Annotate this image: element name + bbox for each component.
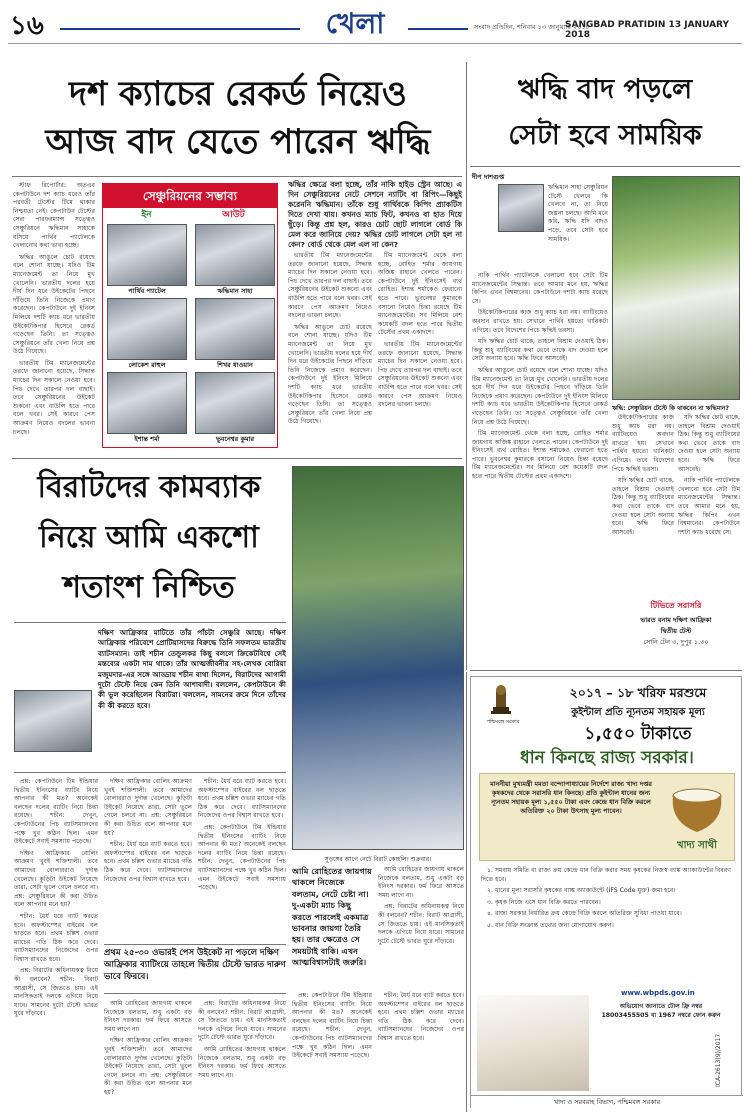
side-bottom-rule	[470, 670, 742, 671]
page-number: ১৬	[10, 11, 44, 41]
probables-out-label: আউট	[222, 210, 245, 220]
ad-rule-5: ৫. ধান বিক্রি সংক্রান্ত তথ্যের জন্য যোগাযোগ করুন।	[487, 921, 614, 929]
lead-headline	[12, 72, 464, 164]
ad-footer: খাদ্য ও সরবরাহ বিভাগ, পশ্চিমবঙ্গ সরকার	[471, 1095, 743, 1109]
virat-qa-col4	[104, 1000, 192, 1108]
virat-col-bottom-1	[292, 992, 372, 1108]
virat-photo-caption: সুড়ঙ্গের আগে নেটে বিরাট কোহলি। শুক্রবার।	[324, 856, 432, 863]
side-author-photo	[498, 184, 544, 232]
ad-rule-3: ৩. কৃষক নিজে এসে ধান বিক্রি করতে পারবেন।	[487, 898, 601, 906]
side-col1-para5: টিম ম্যানেজমেন্ট থেকে বলা হচ্ছে, রোহিত শর্মার জায়গায় অজিঙ্ক রাহানে খেলতে পারেন। কেপটাউনে দুই ইনিংসেই ব্যর্থ রোহিত। ইশান্ত শর্মাকেও ফেরানো হতে পারে। ভুবনেশ্বর কুমারকে বসানো নিয়েও চিন্তা রয়েছে টিম ম্যানেজমেন্টের। সব মিলিয়ে বেশ কয়েকটি বদল হতে পারে দ্বিতীয় টেস্টের প্রথম একাদশে।	[472, 430, 608, 481]
probables-labels	[103, 208, 277, 222]
player-out-1	[193, 224, 277, 298]
header-rule-left	[60, 28, 300, 30]
qa-col3-para: শচীন: ধৈর্য ধরে ব্যাট করতে হবে। অফস্টাম্পের বাইরের বল ছাড়তে হবে। প্রথম চল্লিশ ওভার ম্যাচের গতি ঠিক করে দেবে। ব্যাটসম্যানদের নিজেদের ওপর বিশ্বাস রাখতে হবে।	[198, 778, 286, 820]
virat-intro-rule	[14, 622, 286, 623]
ad-price: ১,৫৫০ টাকাতে	[584, 724, 692, 744]
qa-col5-para: প্রশ্ন: বিরাটের অধিনায়কত্ব নিয়ে কী বলবেন? শচীন: বিরাট আগ্রাসী, সে জিততে চায়। এই মানসিকতাই দলকে এগিয়ে নিয়ে যাবে। সামনের দুটো টেস্টে ভারত ঘুরে দাঁড়াবে।	[198, 1000, 286, 1042]
side-col1	[472, 272, 608, 667]
side-photo-caption: ঋদ্ধি: সেঞ্চুরিয়ন টেস্টে কি থাকবেন না ঋদ্ধিমান?	[612, 405, 729, 412]
qa-col1-para3: শচীন: ধৈর্য ধরে ব্যাট করতে হবে। অফস্টাম্পের বাইরের বল ছাড়তে হবে। প্রথম চল্লিশ ওভার ম্যাচের গতি ঠিক করে দেবে। ব্যাটসম্যানদের নিজেদের ওপর বিশ্বাস রাখতে হবে।	[14, 912, 98, 963]
player-name: শিখর ধাওয়ান	[217, 361, 253, 369]
player-photo	[195, 298, 275, 360]
header-bottom-rule	[8, 43, 742, 44]
player-out-2	[193, 298, 277, 372]
side-col1-para4: ঋদ্ধির আঙুলে চোট রয়েছে বলে শোনা যাচ্ছে। যদিও টিম ম্যানেজমেন্ট তা নিয়ে মুখ খোলেনি। ভারতীয় দলের হয়ে দীর্ঘ দিন ধরে উইকেটের পিছনে দাঁড়িয়ে তিনি নিজেকে প্রমাণ করেছেন। কেপটাউনে দুই ইনিংস মিলিয়ে দশটি ক্যাচ ধরে ভারতীয় উইকেটকিপার হিসেবে রেকর্ড গড়েছেন তিনি। তা সত্ত্বেও সেঞ্চুরিয়নে তাঁর খেলা নিয়ে প্রশ্ন উঠে গিয়েছে।	[472, 366, 608, 426]
ad-dept: পশ্চিমবঙ্গ সরকার	[486, 719, 520, 725]
virat-col-right	[378, 866, 464, 986]
side-col2-para: উইকেটকিপারের কাজ শুধু ক্যাচ ধরা নয়। ব্যাটিংয়েও অবদান রাখতে হয়। সেখানে পার্থিব হয়তো খানিকটা এগিয়ে। তবে বিদেশের পিচে ঋদ্ধিই ভরসা।	[612, 414, 674, 473]
lead-col3: ঋদ্ধির ক্ষেত্রে বলা হচ্ছে, তাঁর নাকি হাইড স্ট্রেন আছে। এ দিন সেঞ্চুরিয়নের নেটে সেশনে ন্যাটিং বা রিপিং—কিছুই করেননি ঋদ্ধিমান। তাঁকে শুধু গার্থিবকে কিপিং প্র্যাকটিস দিতে দেখা যায়। কখনও ম্যাচ ফিট, কখনও বা হাত দিয়ে ছুঁড়ে। কিন্তু প্রশ্ন হল, কারও চোট ছোট লাগলে বোর্ড কি মেল করে জানিয়ে দেয়? ঋদ্ধির চোট লাগলে সেটা হল না কেন? বোর্ড থেকে মেল এল না কেন?	[288, 180, 462, 249]
ad-rules	[481, 867, 731, 987]
player-in-3	[105, 372, 189, 446]
lead-col4-para2: ভারতীয় টিম ম্যানেজমেন্টের তরফে জানানো হয়েছে, সিদ্ধান্ত ম্যাচের দিন সকালে নেওয়া হবে। পিচ দেখে তারপর দল বাছাই। তবে সেঞ্চুরিয়নের উইকেট শুকনো এবং বাউন্সি হতে পারে বলে খবর। সেই কারণে পেস আক্রমণ নিয়েও বদলের ভাবনা চলছে।	[378, 340, 462, 409]
side-col1-para2: উইকেটকিপারের কাজ শুধু ক্যাচ ধরা নয়। ব্যাটিংয়েও অবদান রাখতে হয়। সেখানে পার্থিব হয়তো খানিকটা এগিয়ে। তবে বিদেশের পিচে ঋদ্ধিই ভরসা।	[472, 309, 608, 334]
side-col1-para3: যদি ঋদ্ধির চোট থাকে, তাহলে বিশ্রাম দেওয়াই ঠিক। কিন্তু শুধু ব্যাটিংয়ের কথা ভেবে তাকে বাদ দেওয়া হলে সেটা অন্যায় হবে। ঋদ্ধি ফিরে আসবেই।	[472, 338, 608, 363]
ad-tagline: ধান কিনছে রাজ্য সরকার।	[520, 748, 694, 768]
player-photo	[107, 372, 187, 434]
side-rule	[470, 166, 740, 167]
paper-date: SANGBAD PRATIDIN 13 JANUARY 2018	[565, 20, 730, 40]
player-photo	[195, 372, 275, 434]
ad-body-intro: মাননীয়া মুখ্যমন্ত্রী মমতা বন্দ্যোপাধ্যায়ের নির্দেশে রাজ্য খাদ্য দপ্তর কৃষকদের থেকে সরাসরি ধান কিনছে। প্রতি কুইন্টাল ধানের জন্য ন্যূনতম সহায়ক মূল্য ১,৫৫০ টাকা এবং কেন্দ্রে ধান বিক্রি করলে অতিরিক্ত ২০ টাকা উৎসাহ মূল্য পাবেন।	[490, 780, 652, 815]
side-col2-para2: যদি ঋদ্ধির চোট থাকে, তাহলে বিশ্রাম দেওয়াই ঠিক। কিন্তু শুধু ব্যাটিংয়ের কথা ভেবে তাকে বাদ দেওয়া হলে সেটা অন্যায় হবে। ঋদ্ধি ফিরে আসবেই।	[612, 477, 674, 536]
player-in-2	[105, 298, 189, 372]
ad-code: ICA-2613(9)/2017	[715, 1033, 722, 1087]
side-headline	[470, 70, 740, 156]
virat-qa-col2	[104, 778, 192, 938]
player-photo	[107, 224, 187, 286]
right-col-para: আমি রোহিতের জায়গায় থাকলে নিজেকে বলতাম, শুধু একটা বড় ইনিংস দরকার। ফর্ম ফিরে আসতে সময় লাগে না।	[378, 866, 464, 899]
lead-col3-body	[288, 252, 372, 448]
side-photo	[612, 176, 740, 400]
virat-qa-col5	[198, 1000, 286, 1108]
tv-line1: ভারত বনাম দক্ষিণ আফ্রিকা	[640, 616, 712, 624]
tv-title: টিভিতে সরাসরি	[650, 601, 702, 610]
website-link[interactable]: www.wbpds.gov.in	[621, 989, 695, 997]
lead-rule	[12, 176, 462, 177]
side-author: দীপ দাশগুপ্ত	[472, 173, 505, 181]
qa-col2-para2: শচীন: ধৈর্য ধরে ব্যাট করতে হবে। অফস্টাম্পের বাইরের বল ছাড়তে হবে। প্রথম চল্লিশ ওভার ম্যাচের গতি ঠিক করে দেবে। ব্যাটসম্যানদের নিজেদের ওপর বিশ্বাস রাখতে হবে।	[104, 841, 192, 883]
chief-minister-photo	[477, 995, 589, 1091]
player-name: লোকেশ রাহুল	[128, 361, 166, 369]
side-col3	[678, 414, 740, 590]
lead-col1	[13, 182, 95, 440]
pull-quote: প্রথম ২৫-৩০ ওভারই পেস উইকেট না পড়লে দক্ষিণ আফ্রিকার ব্যাটিংয়ে তাহলে দ্বিতীয় টেস্টে ভারত দারুণ ভাবে ফিরবে।	[104, 944, 286, 994]
qa-col1-para4: প্রশ্ন: বিরাটের অধিনায়কত্ব নিয়ে কী বলবেন? শচীন: বিরাট আগ্রাসী, সে জিততে চায়। এই মানসিকতাই দলকে এগিয়ে নিয়ে যাবে। সামনের দুটো টেস্টে ভারত ঘুরে দাঁড়াবে।	[14, 967, 98, 1018]
side-intro: ঋদ্ধিমান সাহা সেঞ্চুরিয়ন টেস্টে খেলবে কি খেলবে না, তা নিয়ে জল্পনা চলছে। আমি মনে করি, ঋদ্ধি যদি বাদও পড়ে, তবে সেটা হবে সাময়িক।	[548, 184, 608, 243]
section-divider	[12, 458, 462, 459]
lead-col1-more2: ভারতীয় টিম ম্যানেজমেন্টের তরফে জানানো হয়েছে, সিদ্ধান্ত ম্যাচের দিন সকালে নেওয়া হবে। পিচ দেখে তারপর দল বাছাই। তবে সেঞ্চুরিয়নের উইকেট শুকনো এবং বাউন্সি হতে পারে বলে খবর। সেই কারণে পেস আক্রমণ নিয়েও বদলের ভাবনা চলছে।	[13, 359, 95, 436]
lead-col4-para: টিম ম্যানেজমেন্ট থেকে বলা হচ্ছে, রোহিত শর্মার জায়গায় অজিঙ্ক রাহানে খেলতে পারেন। কেপটাউনে দুই ইনিংসেই ব্যর্থ রোহিত। ইশান্ত শর্মাকেও ফেরানো হতে পারে। ভুবনেশ্বর কুমারকে বসানো নিয়েও চিন্তা রয়েছে টিম ম্যানেজমেন্টের। সব মিলিয়ে বেশ কয়েকটি বদল হতে পারে দ্বিতীয় টেস্টের প্রথম একাদশে।	[378, 252, 462, 337]
virat-qa-col1	[14, 778, 98, 1108]
qa-col1-para2: দক্ষিণ আফ্রিকার বোলিং আক্রমণ খুবই শক্তিশালী। তবে আমাদের বোলাররাও দুর্দান্ত খেলেছে। কুড়িটা উইকেট নিয়েছে তারা, সেটা ভুলে গেলে চলবে না। প্রশ্ন: সেঞ্চুরিয়নে কী করা উচিত বলে আপনার মনে হয়?	[14, 849, 98, 909]
lead-col4-body	[378, 252, 462, 448]
player-name: ইশান্ত শর্মা	[134, 435, 160, 443]
bottom2-para: শচীন: ধৈর্য ধরে ব্যাট করতে হবে। অফস্টাম্পের বাইরের বল ছাড়তে হবে। প্রথম চল্লিশ ওভার ম্যাচের গতি ঠিক করে দেবে। ব্যাটসম্যানদের নিজেদের ওপর বিশ্বাস রাখতে হবে।	[378, 992, 464, 1042]
side-col3-para2: নাকি পার্থিব প্যাটেলকে খেলানো হবে সেটা টিম ম্যানেজমেন্টের সিদ্ধান্ত। তবে আমার মনে হয়, ঋদ্ধির কিপিং এখন বিশ্বমানের। কেপটাউনে দশটা ক্যাচ ধরেছে সে।	[678, 477, 740, 536]
header-rule-right	[408, 28, 468, 30]
masthead	[0, 0, 750, 44]
player-name: পার্থিব প্যাটেল	[128, 287, 166, 295]
virat-intro-rule-bottom	[14, 772, 286, 773]
qa-col3-para2: প্রশ্ন: কেপটাউনে টিম ইন্ডিয়ার দ্বিতীয় ইনিংসের ব্যাটিং নিয়ে আপনার কী মত? অনেকেই বলছেন দলের ব্যাটিং নিয়ে চিন্তা রয়েছে। শচীন: দেখুন, কেপটাউনের পিচ ব্যাটসম্যানদের পক্ষে খুব কঠিন ছিল। এমন উইকেটে সবাই সমস্যায় পড়েছে।	[198, 823, 286, 892]
ad-rule-1: ১. সমবায় সমিতি বা রাজ্য ক্রয় কেন্দ্রে ধান বিক্রি করার সময় কৃষকের নিজস্ব ব্যাঙ্ক অ্যাকাউন্টের বিবরণ দিতে হবে।	[481, 867, 731, 883]
side-col1-para: নাকি পার্থিব প্যাটেলকে খেলানো হবে সেটা টিম ম্যানেজমেন্টের সিদ্ধান্ত। তবে আমার মনে হয়, ঋদ্ধির কিপিং এখন বিশ্বমানের। কেপটাউনে দশটা ক্যাচ ধরেছে সে।	[472, 272, 608, 305]
side-headline-line2: সেটা হবে সাময়িক	[508, 120, 702, 151]
side-headline-line1: ঋদ্ধি বাদ পড়লে	[517, 74, 693, 105]
emblem-icon	[487, 683, 515, 717]
player-in-1	[105, 224, 189, 298]
tv-box	[612, 600, 740, 662]
ad-subtitle: কুইন্টাল প্রতি ন্যূনতম সহায়ক মূল্য	[571, 707, 705, 718]
ad-rule-2: ২. ধানের মূল্য সরাসরি কৃষকের ব্যাঙ্ক অ্যাকাউন্টে (IFS Code যুক্ত) জমা হবে।	[487, 887, 676, 895]
side-col3-para: যদি ঋদ্ধির চোট থাকে, তাহলে বিশ্রাম দেওয়াই ঠিক। কিন্তু শুধু ব্যাটিংয়ের কথা ভেবে তাকে বাদ দেওয়া হলে সেটা অন্যায় হবে। ঋদ্ধি ফিরে আসবেই।	[678, 414, 740, 473]
tv-line2: দ্বিতীয় টেস্ট	[660, 627, 692, 635]
players-in-list	[105, 224, 189, 446]
lead-headline-line2: আজ বাদ যেতে পারেন ঋদ্ধি	[45, 122, 431, 162]
lead-col1-intro: স্টাফ রিপোর্টার: অতএব কেপটাউনে দশ ক্যাচ ধরেও তাঁর পরবর্তী টেস্টের টিমে থাকার নিশ্চয়তা নেই। কেপটাউন টেস্টের সেরা পারফরম্যান্স সত্ত্বেও সেঞ্চুরিয়নে ঋদ্ধিমান সাহাকে বসিয়ে পার্থিব প্যাটেলকে খেলানোর কথা ভাবা হচ্ছে।	[13, 182, 95, 250]
rice-pot-icon	[664, 782, 730, 836]
virat-headline-line3: শতাংশ নিশ্চিত	[63, 570, 235, 605]
player-photo	[107, 298, 187, 360]
virat-intro: দক্ষিণ আফ্রিকার মাটিতে তাঁর পাঁচটা সেঞ্চুরি আছে। দক্ষিণ আফ্রিকার পরিবেশে প্রোটিয়াসদের বিরুদ্ধে তিনি সফলতম ভারতীয় ব্যাটসম্যান। তাই শচীন তেন্ডুলকর কিছু বললে ক্রিকেটবিশ্বে সেই মন্তব্যের একটা দাম থাকে। তাঁর আত্মজীবনীর সহ-লেখক বোরিয়া মজুমদার-এর সঙ্গে আড্ডায় শচীন বাথা দিলেন, বিরাটদের আগামী দুটো টেস্টে নিয়ে কেন তিনি আশাবাদী। বললেন, কেপটাউনে কী কী ভুল করেছিলেন বিরাটরা। বললেন, সামনের ক্রমে দিনে তাঁদের কী কী করতে হবে।	[98, 628, 286, 710]
player-name: ঋদ্ধিমান সাহা	[217, 287, 253, 295]
virat-col-bottom-2	[378, 992, 464, 1108]
govt-ad	[470, 676, 742, 1108]
sachin-photo	[14, 690, 92, 752]
qa-col5-para2: আমি রোহিতের জায়গায় থাকলে নিজেকে বলতাম, শুধু একটা বড় ইনিংস দরকার। ফর্ম ফিরে আসতে সময় লাগে না।	[198, 1045, 286, 1079]
virat-photo	[292, 466, 464, 850]
probables-box	[102, 183, 278, 448]
pull-quote-2: আমি রোহিতের জায়গায় থাকলে নিজেকে বলতাম, নেটে চেষ্টা না। দু-একটা ম্যাচ কিছু করতে পারলেই একমাত্র ভাবনার জায়গা তৈরি হয়। তার ক্ষেত্রেও সে সময়টাই বাকি। এখন আত্মবিশ্বাসটাই জরুরি।	[292, 866, 373, 968]
lead-col3-para2: ঋদ্ধির আঙুলে চোট রয়েছে বলে শোনা যাচ্ছে। যদিও টিম ম্যানেজমেন্ট তা নিয়ে মুখ খোলেনি। ভারতীয় দলের হয়ে দীর্ঘ দিন ধরে উইকেটের পিছনে দাঁড়িয়ে তিনি নিজেকে প্রমাণ করেছেন। কেপটাউনে দুই ইনিংস মিলিয়ে দশটি ক্যাচ ধরে ভারতীয় উইকেটকিপার হিসেবে রেকর্ড গড়েছেন তিনি। তা সত্ত্বেও সেঞ্চুরিয়নে তাঁর খেলা নিয়ে প্রশ্ন উঠে গিয়েছে।	[288, 323, 372, 426]
bottom1-para: প্রশ্ন: কেপটাউনে টিম ইন্ডিয়ার দ্বিতীয় ইনিংসের ব্যাটিং নিয়ে আপনার কী মত? অনেকেই বলছেন দলের ব্যাটিং নিয়ে চিন্তা রয়েছে। শচীন: দেখুন, কেপটাউনের পিচ ব্যাটসম্যানদের পক্ষে খুব কঠিন ছিল। এমন উইকেটে সবাই সমস্যায় পড়েছে।	[292, 992, 372, 1060]
players-out-list	[193, 224, 277, 446]
lead-col1-more: ঋদ্ধির আঙুলে চোট রয়েছে বলে শোনা যাচ্ছে। যদিও টিম ম্যানেজমেন্ট তা নিয়ে মুখ খোলেনি। ভারতীয় দলের হয়ে দীর্ঘ দিন ধরে উইকেটের পিছনে দাঁড়িয়ে তিনি নিজেকে প্রমাণ করেছেন। কেপটাউনে দুই ইনিংস মিলিয়ে দশটি ক্যাচ ধরে ভারতীয় উইকেটকিপার হিসেবে রেকর্ড গড়েছেন তিনি। তা সত্ত্বেও সেঞ্চুরিয়নে তাঁর খেলা নিয়ে প্রশ্ন উঠে গিয়েছে।	[13, 253, 95, 356]
lead-col3-para: ভারতীয় টিম ম্যানেজমেন্টের তরফে জানানো হয়েছে, সিদ্ধান্ত ম্যাচের দিন সকালে নেওয়া হবে। পিচ দেখে তারপর দল বাছাই। তবে সেঞ্চুরিয়নের উইকেট শুকনো এবং বাউন্সি হতে পারে বলে খবর। সেই কারণে পেস আক্রমণ নিয়েও বদলের ভাবনা চলছে।	[288, 252, 372, 320]
virat-headline-line2: নিয়ে আমি একশো	[39, 520, 259, 555]
player-out-3	[193, 372, 277, 446]
section-title: খেলা	[325, 7, 385, 40]
qa-col1-para: প্রশ্ন: কেপটাউনে টিম ইন্ডিয়ার দ্বিতীয় ইনিংসের ব্যাটিং নিয়ে আপনার কী মত? অনেকেই বলছেন দলের ব্যাটিং নিয়ে চিন্তা রয়েছে। শচীন: দেখুন, কেপটাউনের পিচ ব্যাটসম্যানদের পক্ষে খুব কঠিন ছিল। এমন উইকেটে সবাই সমস্যায় পড়েছে।	[14, 778, 98, 846]
player-name: ভুবনেশ্বর কুমার	[215, 435, 255, 443]
qa-col4-para: আমি রোহিতের জায়গায় থাকলে নিজেকে বলতাম, শুধু একটা বড় ইনিংস দরকার। ফর্ম ফিরে আসতে সময় লাগে না।	[104, 1000, 192, 1033]
ad-title: ২০১৭ – ১৮ খরিফ মরশুমে	[569, 685, 707, 700]
probables-in-label: ইন	[141, 210, 152, 220]
player-photo	[195, 224, 275, 286]
byline-bengali: সংবাদ প্রতিদিন, শনিবার ১৩ জানুয়ারি ২০১৮	[474, 23, 590, 31]
tv-line3: সোনি টেন ৩, দুপুর ১.৩০	[643, 638, 709, 646]
virat-qa-col3	[198, 778, 286, 938]
virat-headline	[14, 466, 284, 610]
lead-headline-line1: দশ ক্যাচের রেকর্ড নিয়েও	[69, 74, 407, 114]
ad-brand: খাদ্য সাথী	[677, 840, 717, 851]
right-col-para2: প্রশ্ন: বিরাটের অধিনায়কত্ব নিয়ে কী বলবেন? শচীন: বিরাট আগ্রাসী, সে জিততে চায়। এই মানসিকতাই দলকে এগিয়ে নিয়ে যাবে। সামনের দুটো টেস্টে ভারত ঘুরে দাঁড়াবে।	[378, 903, 464, 945]
qa-col2-para: দক্ষিণ আফ্রিকার বোলিং আক্রমণ খুবই শক্তিশালী। তবে আমাদের বোলাররাও দুর্দান্ত খেলেছে। কুড়িটা উইকেট নিয়েছে তারা, সেটা ভুলে গেলে চলবে না। প্রশ্ন: সেঞ্চুরিয়নে কী করা উচিত বলে আপনার মনে হয়?	[104, 778, 192, 837]
ad-info-box	[479, 773, 735, 861]
ad-helpline: অভিযোগ জানাতে টোল ফ্রি নম্বর 18003455505 বা 1967 নম্বরে ফোন করুন	[601, 1003, 721, 1019]
column-divider-main	[466, 62, 467, 670]
virat-headline-line1: বিরাটদের কামব্যাক	[37, 470, 261, 505]
ad-rule-4: ৪. রাজ্য সরকার নির্ধারিত ক্রয় কেন্দ্রে বিক্রি করলে অতিরিক্ত সুবিধা পাওয়া যাবে।	[487, 910, 682, 918]
ad-divider	[466, 672, 467, 1112]
qa-col4-para2: দক্ষিণ আফ্রিকার বোলিং আক্রমণ খুবই শক্তিশালী। তবে আমাদের বোলাররাও দুর্দান্ত খেলেছে। কুড়িটা উইকেট নিয়েছে তারা, সেটা ভুলে গেলে চলবে না। প্রশ্ন: সেঞ্চুরিয়নে কী করা উচিত বলে আপনার মনে হয়?	[104, 1037, 192, 1096]
probables-title: সেঞ্চুরিয়নের সম্ভাব্য	[103, 184, 277, 208]
